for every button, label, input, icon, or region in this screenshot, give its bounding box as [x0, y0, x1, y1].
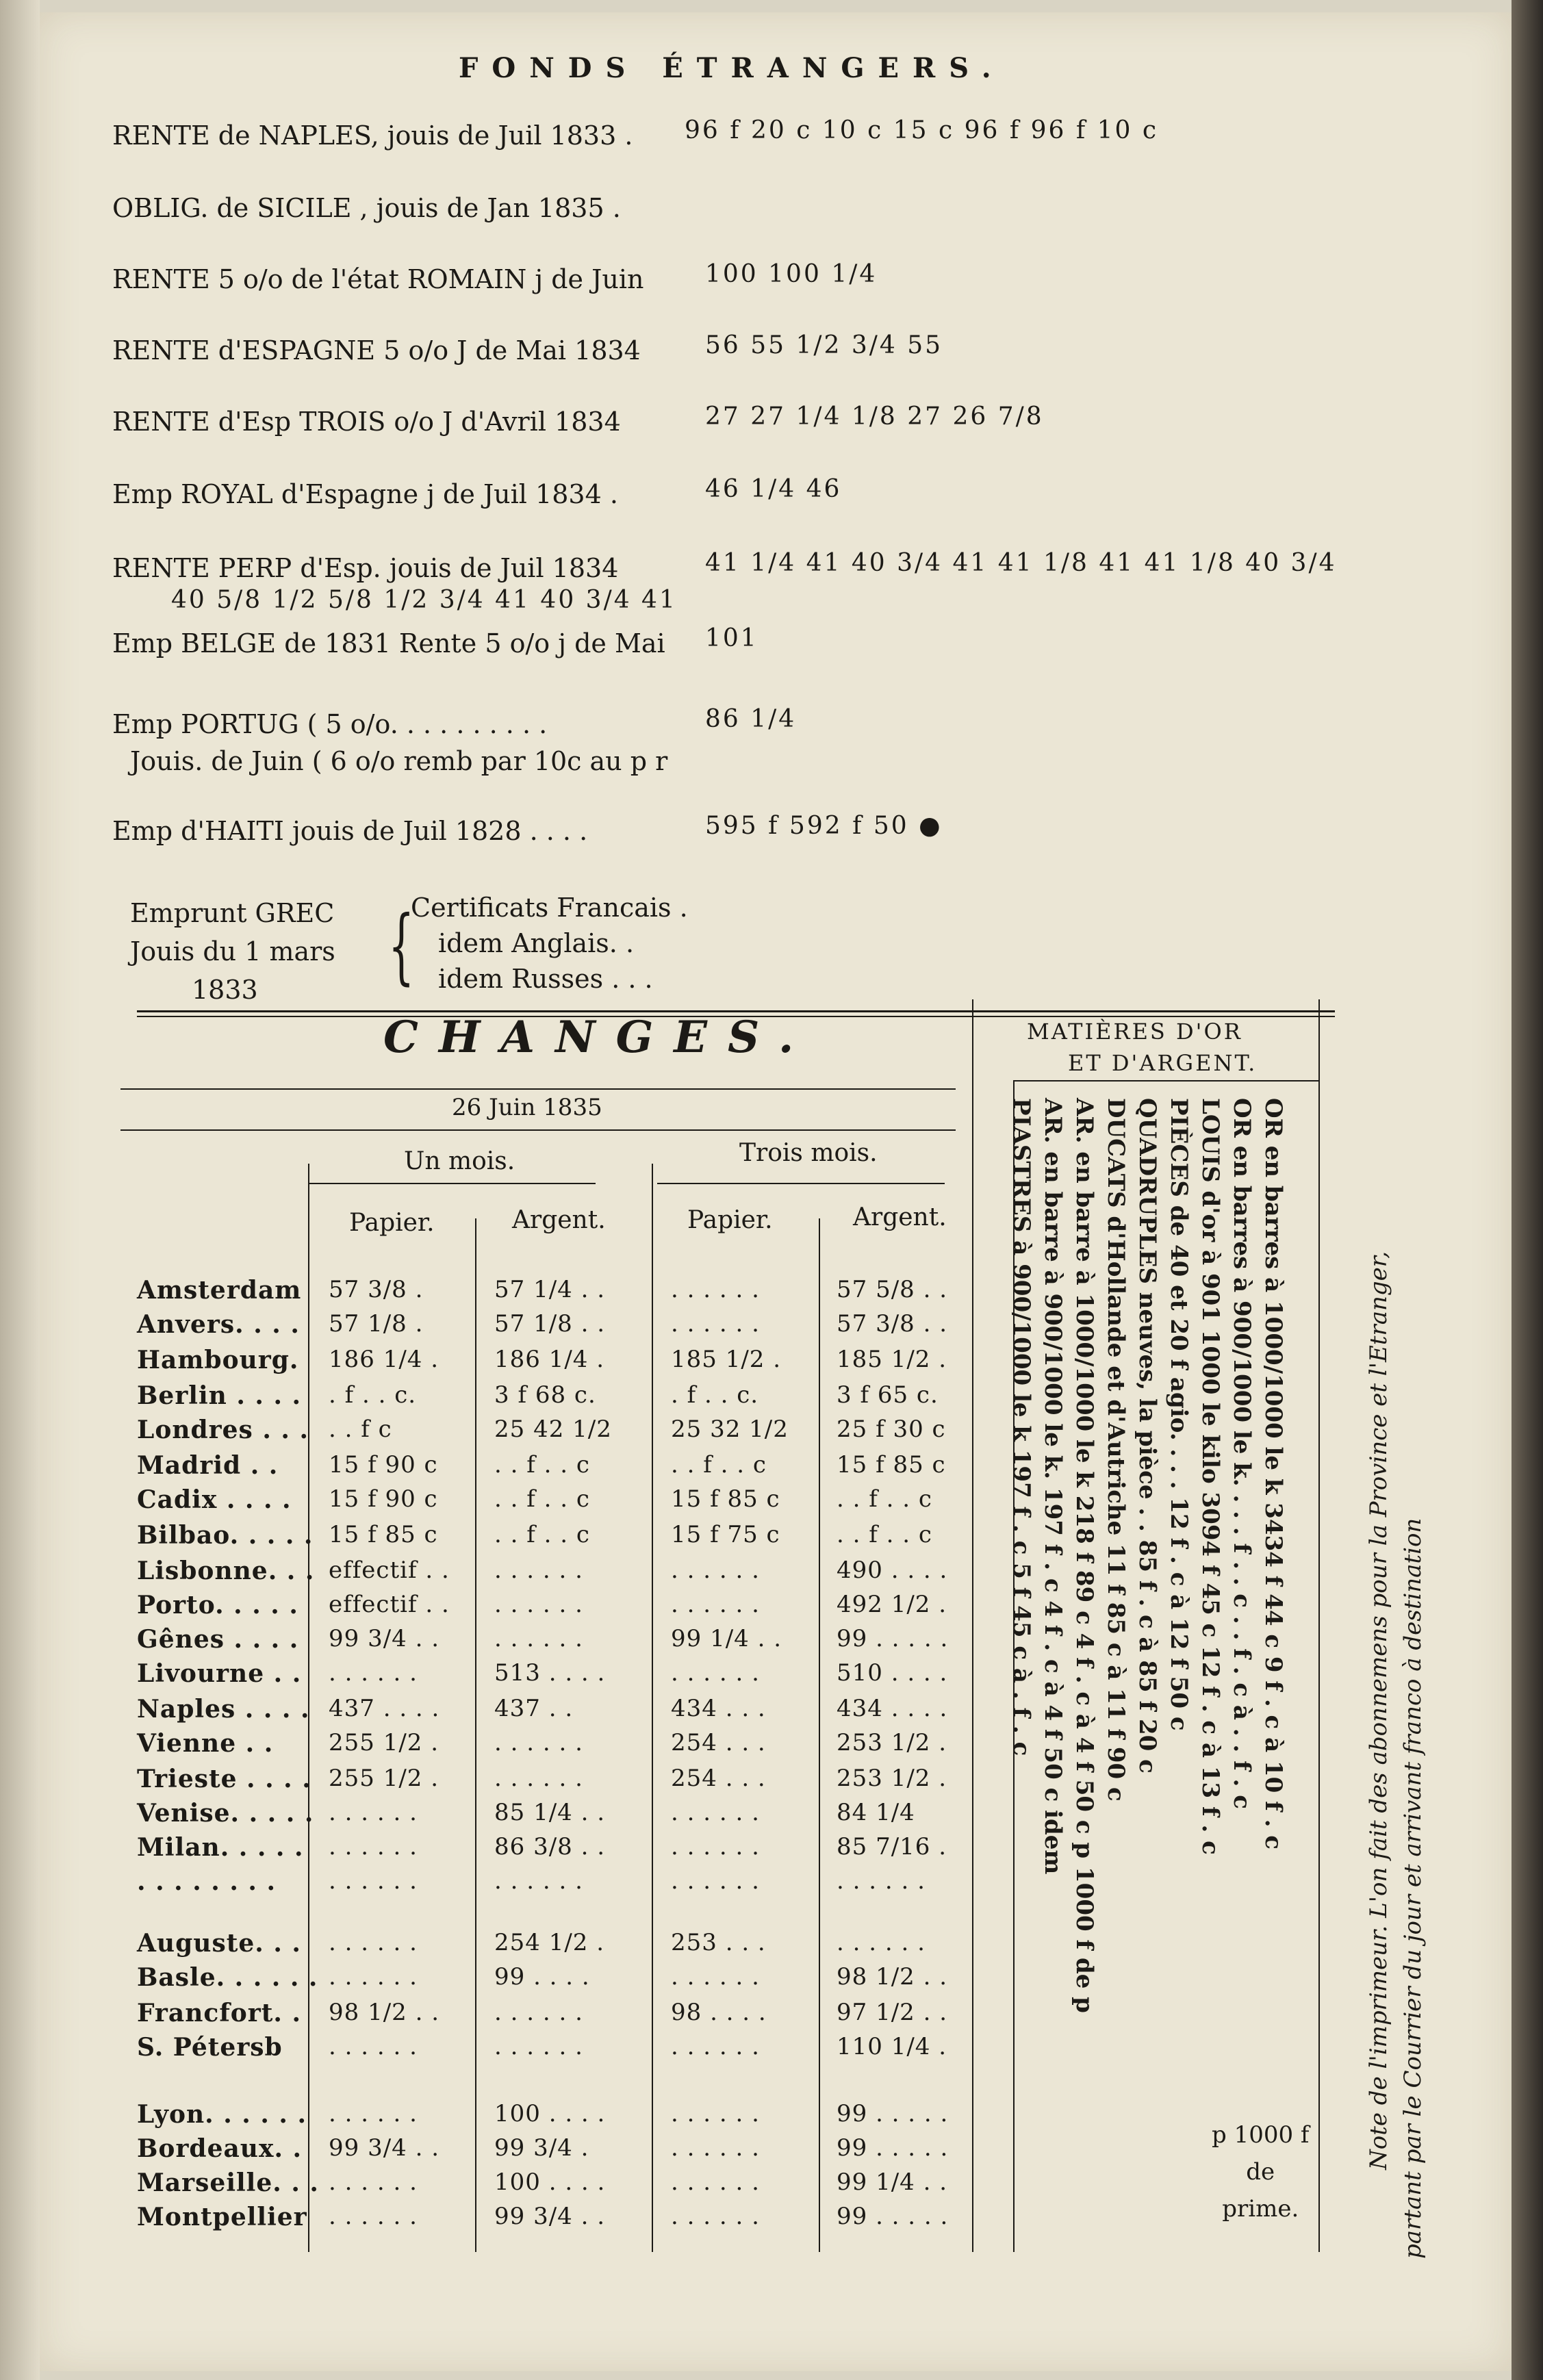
fonds-row-label: RENTE d'Esp TROIS o/o J d'Avril 1834 [112, 407, 621, 437]
rate-cell: 437 . . . . [329, 1695, 440, 1722]
group-trois-mois: Trois mois. [739, 1139, 878, 1167]
rate-cell: . . f . . c [837, 1521, 932, 1548]
rate-cell: 186 1/4 . [494, 1346, 605, 1373]
city-name: Berlin . . . . [137, 1381, 302, 1410]
rate-cell: . . . . . . [494, 1729, 583, 1756]
rate-cell: 99 3/4 . . [329, 1625, 440, 1652]
rate-cell: . . . . . . [494, 1625, 583, 1652]
rate-cell: 99 1/4 . . [837, 2168, 948, 2196]
fonds-row-label: OBLIG. de SICILE , jouis de Jan 1835 . [112, 193, 621, 223]
rate-cell: 99 . . . . [494, 1963, 590, 1991]
city-name: Amsterdam [137, 1276, 302, 1305]
rate-cell: 110 1/4 . [837, 2033, 947, 2060]
rate-cell: . . . . . . [671, 2033, 760, 2060]
city-name: Milan. . . . . [137, 1833, 304, 1862]
fonds-row-values: 86 1/4 [705, 705, 797, 733]
fonds-row-values: 101 [705, 624, 758, 652]
rate-cell: 513 . . . . [494, 1659, 606, 1687]
rate-cell: . . . . . . [837, 1867, 926, 1895]
rate-cell: 84 1/4 [837, 1799, 915, 1826]
rate-cell: 86 3/8 . . [494, 1833, 606, 1860]
rate-cell: . . . . . . [329, 1833, 418, 1860]
rate-cell: . . f . . c [494, 1485, 590, 1513]
rate-cell: 57 1/4 . . [494, 1276, 606, 1303]
fonds-row-label: RENTE 5 o/o de l'état ROMAIN j de Juin [112, 264, 644, 294]
rate-cell: 253 1/2 . [837, 1765, 947, 1792]
matieres-line: LOUIS d'or à 901 1000 le kilo 3094 f 45 c 12 f . c à 13 f . c [1197, 1098, 1224, 1855]
fonds-row-values: 46 1/4 46 [705, 475, 842, 503]
city-name: Madrid . . [137, 1451, 279, 1480]
note-line-2: partant par le Courrier du jour et arrivant franco à destination [1399, 1518, 1427, 2259]
rate-cell: 57 1/8 . . [494, 1310, 606, 1338]
changes-rule-1 [120, 1088, 956, 1090]
rate-cell: 255 1/2 . [329, 1729, 439, 1756]
rate-cell: 98 1/2 . . [329, 1999, 440, 2026]
rate-cell: 254 . . . [671, 1765, 766, 1792]
fonds-row-label: Emp d'HAITI jouis de Juil 1828 . . . . [112, 816, 588, 846]
fonds-row-values: 56 55 1/2 3/4 55 [705, 331, 943, 359]
rate-cell: . . . . . . [671, 1799, 760, 1826]
rate-cell: . . . . . . [329, 2100, 418, 2127]
rate-cell: 99 3/4 . [494, 2134, 589, 2162]
rate-cell: 57 5/8 . . [837, 1276, 948, 1303]
grec-line-2: Jouis du 1 mars [130, 936, 335, 967]
rate-cell: . . . . . . [329, 1659, 418, 1687]
changes-rule-2 [120, 1129, 956, 1131]
page-left-shadow [0, 0, 40, 2380]
rate-cell: . . . . . . [671, 1659, 760, 1687]
rate-cell: . . f . . c [494, 1451, 590, 1479]
page-right-edge [1512, 0, 1543, 2380]
city-name: Venise. . . . . [137, 1799, 314, 1828]
fonds-row-label: RENTE de NAPLES, jouis de Juil 1833 . [112, 120, 633, 151]
group-rule-1 [308, 1183, 596, 1184]
matieres-line: AR. en barre à 1000/1000 le k 218 f 89 c 4 f . c à 4 f 50 c p 1000 f de p [1071, 1098, 1098, 2013]
rate-cell: . . f . . c [671, 1451, 767, 1479]
rate-cell: 490 . . . . [837, 1557, 948, 1584]
fonds-row-values: 96 f 20 c 10 c 15 c 96 f 96 f 10 c [685, 116, 1159, 144]
rate-cell: 98 . . . . [671, 1999, 767, 2026]
rate-cell: 99 . . . . . [837, 2100, 949, 2127]
rate-cell: . . . . . . [671, 2134, 760, 2162]
rate-cell: 186 1/4 . [329, 1346, 439, 1373]
matieres-line: AR. en barre à 900/1000 le k. 197 f . c 4 f . c à 4 f 50 c idem [1039, 1098, 1067, 1875]
fonds-row-values: 595 f 592 f 50 ● [705, 812, 943, 840]
fonds-title: FONDS ÉTRANGERS. [459, 52, 1005, 84]
rate-cell: 57 1/8 . [329, 1310, 424, 1338]
col-rule-7 [1318, 999, 1320, 2252]
city-name: Livourne . . [137, 1659, 302, 1688]
rate-cell: . . . . . . [329, 2203, 418, 2230]
rate-cell: . . . . . . [671, 1963, 760, 1991]
rate-cell: . . . . . . [671, 1833, 760, 1860]
rate-cell: 100 . . . . [494, 2100, 606, 2127]
rate-cell: 434 . . . [671, 1695, 766, 1722]
note-line-1: Note de l'imprimeur. L'on fait des abonnemens pour la Province et l'Etranger, [1365, 1251, 1392, 2170]
city-name: Hambourg. [137, 1346, 299, 1374]
fonds-row-values: 40 5/8 1/2 5/8 1/2 3/4 41 40 3/4 41 [171, 586, 677, 614]
matieres-line: OR en barres à 900/1000 le k. . . . f . . c . . f . c à . . f . c [1228, 1098, 1255, 1809]
grec-right-3: idem Russes . . . [438, 964, 653, 994]
rate-cell: . . . . . . [837, 1929, 926, 1956]
rate-cell: 255 1/2 . [329, 1765, 439, 1792]
matieres-footer-1: p 1000 f [1212, 2121, 1310, 2149]
rate-cell: 254 1/2 . [494, 1929, 605, 1956]
city-name: Trieste . . . . [137, 1765, 311, 1793]
rate-cell: . . f . . c [494, 1521, 590, 1548]
rate-cell: 98 1/2 . . [837, 1963, 948, 1991]
rate-cell: 253 1/2 . [837, 1729, 947, 1756]
rate-cell: 100 . . . . [494, 2168, 606, 2196]
rate-cell: 15 f 90 c [329, 1451, 438, 1479]
rate-cell: . f . . c. [671, 1381, 759, 1409]
city-name: Auguste. . . [137, 1929, 301, 1958]
rate-cell: 99 . . . . . [837, 2134, 949, 2162]
rate-cell: 15 f 85 c [837, 1451, 946, 1479]
rate-cell: 25 32 1/2 [671, 1416, 789, 1443]
changes-date: 26 Juin 1835 [452, 1094, 602, 1121]
city-name: Bordeaux. . [137, 2134, 303, 2163]
city-name: Basle. . . . . . [137, 1963, 318, 1992]
city-name: Lisbonne. . . [137, 1557, 315, 1585]
rate-cell: 254 . . . [671, 1729, 766, 1756]
city-name: Bilbao. . . . . [137, 1521, 314, 1550]
sub-papier-1: Papier. [349, 1209, 435, 1237]
rate-cell: 492 1/2 . [837, 1591, 947, 1618]
matieres-line: PIASTRES à 900/1000 le k 197 f . c 5 f 45 c à . f . c [1008, 1098, 1035, 1756]
rate-cell: . f . . c. [329, 1381, 417, 1409]
rate-cell: 57 3/8 . . [837, 1310, 948, 1338]
city-name: Cadix . . . . [137, 1485, 292, 1514]
rate-cell: . . . . . . [494, 1557, 583, 1584]
rate-cell: effectif . . [329, 1557, 450, 1584]
rate-cell: . . . . . . [671, 1276, 760, 1303]
rate-cell: . . . . . . [494, 1765, 583, 1792]
rate-cell: . . . . . . [671, 1557, 760, 1584]
rate-cell: 185 1/2 . [671, 1346, 782, 1373]
matieres-line: PIÈCES de 40 et 20 f agio. . . . 12 f . c à 12 f 50 c [1165, 1098, 1193, 1731]
fonds-row-label: Emp BELGE de 1831 Rente 5 o/o j de Mai [112, 628, 665, 658]
city-name: Gênes . . . . [137, 1625, 299, 1654]
brace-icon: { [388, 899, 415, 994]
fonds-row-values: 100 100 1/4 [705, 260, 878, 288]
rate-cell: . . . . . . [671, 1310, 760, 1338]
rate-cell: 99 . . . . . [837, 2203, 949, 2230]
rate-cell: 25 f 30 c [837, 1416, 946, 1443]
city-name: Francfort. . [137, 1999, 302, 2027]
rate-cell: 57 3/8 . [329, 1276, 424, 1303]
rate-cell: 3 f 65 c. [837, 1381, 939, 1409]
sub-papier-2: Papier. [687, 1206, 773, 1234]
group-rule-2 [657, 1183, 945, 1184]
rate-cell: 85 7/16 . [837, 1833, 947, 1860]
city-name: Montpellier [137, 2203, 307, 2231]
rate-cell: 97 1/2 . . [837, 1999, 948, 2026]
rate-cell: . . . . . . [329, 1867, 418, 1895]
city-name: Porto. . . . . [137, 1591, 298, 1620]
grec-left [130, 894, 335, 1009]
fonds-row-values: 27 27 1/4 1/8 27 26 7/8 [705, 402, 1044, 431]
col-rule-5 [972, 999, 973, 2252]
rate-cell: 99 1/4 . . [671, 1625, 782, 1652]
rate-cell: 3 f 68 c. [494, 1381, 596, 1409]
sub-argent-1: Argent. [512, 1206, 606, 1234]
rate-cell: . . . . . . [494, 2033, 583, 2060]
rate-cell: 99 3/4 . . [494, 2203, 606, 2230]
rate-cell: 25 42 1/2 [494, 1416, 612, 1443]
rate-cell: . . . . . . [329, 1963, 418, 1991]
col-rule-2 [475, 1218, 476, 2252]
city-name: Vienne . . [137, 1729, 274, 1758]
rate-cell: . . . . . . [671, 2168, 760, 2196]
city-name: . . . . . . . . [137, 1867, 276, 1896]
col-rule-4 [819, 1218, 820, 2252]
rate-cell: 510 . . . . [837, 1659, 948, 1687]
rate-cell: 85 1/4 . . [494, 1799, 606, 1826]
rate-cell: . . . . . . [671, 1591, 760, 1618]
matieres-line: QUADRUPLES neuves, la pièce . . 85 f . c à 85 f 20 c [1134, 1098, 1161, 1774]
group-un-mois: Un mois. [404, 1147, 515, 1175]
city-name: Londres . . . [137, 1416, 309, 1444]
matieres-footer-3: prime. [1222, 2195, 1299, 2223]
rate-cell: 253 . . . [671, 1929, 766, 1956]
sub-argent-2: Argent. [853, 1203, 947, 1231]
city-name: Marseille. . . [137, 2168, 319, 2197]
fonds-row-label: RENTE d'ESPAGNE 5 o/o J de Mai 1834 [112, 335, 641, 366]
rate-cell: 99 . . . . . [837, 1625, 949, 1652]
rate-cell: . . . . . . [494, 1999, 583, 2026]
rate-cell: 437 . . [494, 1695, 574, 1722]
grec-line-1: Emprunt GREC [130, 898, 335, 928]
rate-cell: . . . . . . [329, 2168, 418, 2196]
rate-cell: effectif . . [329, 1591, 450, 1618]
rate-cell: . . f c [329, 1416, 392, 1443]
changes-title: CHANGES. [383, 1012, 815, 1063]
rate-cell: 15 f 85 c [329, 1521, 438, 1548]
matieres-title-1: MATIÈRES D'OR [1027, 1019, 1242, 1045]
fonds-row-label: RENTE PERP d'Esp. jouis de Juil 1834 [112, 553, 619, 583]
rate-cell: . . . . . . [494, 1591, 583, 1618]
rate-cell: 185 1/2 . [837, 1346, 947, 1373]
fonds-row-label: Jouis. de Juin ( 6 o/o remb par 10c au p r [130, 746, 668, 776]
matieres-line: OR en barres à 1000/1000 le k 3434 f 44 c 9 f . c à 10 f . c [1260, 1098, 1287, 1850]
city-name: S. Pétersb [137, 2033, 283, 2062]
grec-right-2: idem Anglais. . [438, 928, 635, 958]
rate-cell: . . . . . . [329, 1799, 418, 1826]
matieres-line: DUCATS d'Hollande et d'Autriche 11 f 85 c à 11 f 90 c [1102, 1098, 1130, 1802]
city-name: Anvers. . . . [137, 1310, 300, 1339]
matieres-rule [1013, 1080, 1318, 1082]
matieres-footer [1212, 2116, 1310, 2227]
rate-cell: . . . . . . [329, 1929, 418, 1956]
fonds-row-label: Emp PORTUG ( 5 o/o. . . . . . . . . . [112, 709, 548, 739]
col-rule-3 [652, 1164, 653, 2252]
rate-cell: . . . . . . [494, 1867, 583, 1895]
fonds-row-values: 41 1/4 41 40 3/4 41 41 1/8 41 41 1/8 40 3/4 [705, 549, 1337, 577]
rate-cell: . . . . . . [329, 2033, 418, 2060]
rate-cell: 15 f 85 c [671, 1485, 780, 1513]
matieres-title-2: ET D'ARGENT. [1068, 1050, 1258, 1076]
rate-cell: . . . . . . [671, 2100, 760, 2127]
rate-cell: . . . . . . [671, 2203, 760, 2230]
grec-line-3: 1833 [192, 975, 258, 1005]
grec-right [411, 890, 688, 997]
city-name: Naples . . . . [137, 1695, 310, 1724]
rate-cell: 15 f 90 c [329, 1485, 438, 1513]
rate-cell: 434 . . . . [837, 1695, 948, 1722]
city-name: Lyon. . . . . . [137, 2100, 307, 2129]
matieres-footer-2: de [1246, 2158, 1275, 2186]
rate-cell: 99 3/4 . . [329, 2134, 440, 2162]
grec-right-1: Certificats Francais . [411, 893, 688, 923]
rate-cell: 15 f 75 c [671, 1521, 780, 1548]
fonds-row-label: Emp ROYAL d'Espagne j de Juil 1834 . [112, 479, 618, 509]
rate-cell: . . . . . . [671, 1867, 760, 1895]
rate-cell: . . f . . c [837, 1485, 932, 1513]
